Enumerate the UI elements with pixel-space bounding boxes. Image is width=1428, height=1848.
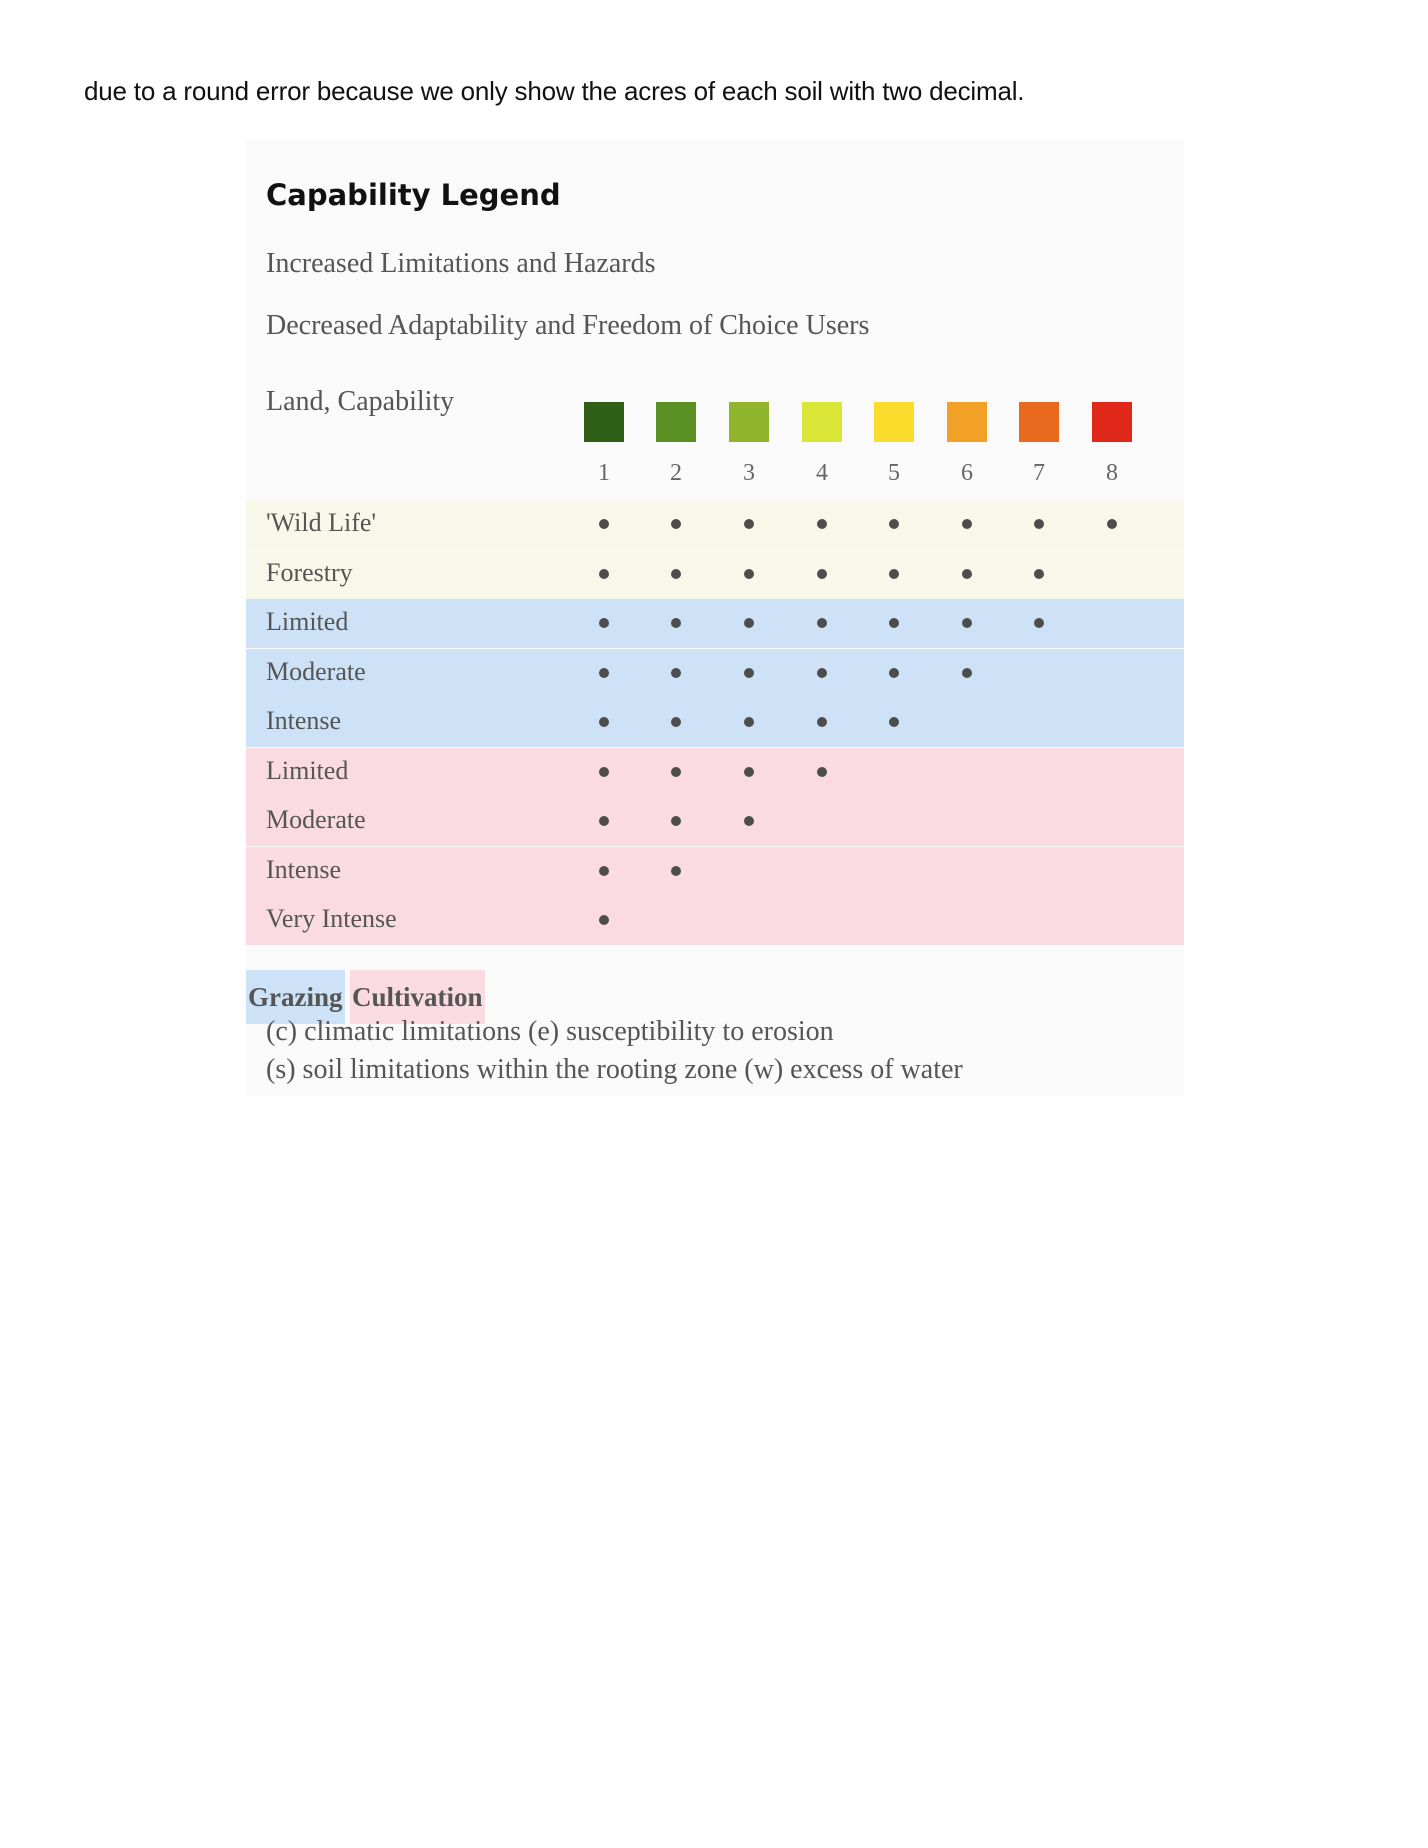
capability-dot — [817, 668, 827, 678]
capability-dot — [671, 519, 681, 529]
class-number-7: 7 — [1033, 460, 1045, 486]
capability-dot — [671, 668, 681, 678]
capability-dot — [671, 618, 681, 628]
capability-dot — [599, 816, 609, 826]
capability-dot — [744, 717, 754, 727]
capability-dot — [671, 569, 681, 579]
note-soil-water: (s) soil limitations within the rooting zone (w) excess of water — [266, 1054, 963, 1085]
capability-dot — [889, 717, 899, 727]
capability-dot — [1034, 569, 1044, 579]
capability-dot — [744, 767, 754, 777]
capability-dot — [744, 569, 754, 579]
capability-dot — [817, 618, 827, 628]
class-number-4: 4 — [816, 460, 828, 486]
capability-dot — [671, 816, 681, 826]
capability-dot — [671, 717, 681, 727]
row-label: Limited — [266, 755, 349, 785]
legend-row-cultivation — [246, 797, 1184, 846]
class-number-6: 6 — [961, 460, 973, 486]
capability-dot — [671, 767, 681, 777]
legend-row-grazing — [246, 599, 1184, 648]
capability-dot — [744, 618, 754, 628]
key-cultivation: Cultivation — [350, 970, 485, 1024]
capability-label: Land, Capability — [266, 386, 455, 417]
row-label: Intense — [266, 854, 342, 884]
capability-dot — [671, 866, 681, 876]
capability-dot — [817, 569, 827, 579]
capability-dot — [599, 618, 609, 628]
class-number-1: 1 — [598, 460, 610, 486]
capability-dot — [1034, 519, 1044, 529]
class-swatch-2 — [656, 402, 696, 442]
legend-row-cultivation — [246, 847, 1184, 896]
capability-dot — [962, 668, 972, 678]
row-label: Moderate — [266, 656, 366, 686]
class-swatch-3 — [729, 402, 769, 442]
row-label: 'Wild Life' — [266, 508, 377, 537]
capability-dot — [599, 866, 609, 876]
capability-dot — [744, 668, 754, 678]
capability-dot — [599, 519, 609, 529]
note-climatic-erosion: (c) climatic limitations (e) susceptibility to erosion — [266, 1016, 834, 1047]
capability-dot — [744, 816, 754, 826]
legend-subtitle-adaptability: Decreased Adaptability and Freedom of Choice Users — [266, 310, 870, 341]
legend-row-wildlife — [246, 550, 1184, 599]
class-swatch-1 — [584, 402, 624, 442]
capability-dot — [1107, 519, 1117, 529]
capability-dot — [889, 668, 899, 678]
class-swatch-8 — [1092, 402, 1132, 442]
key-grazing: Grazing — [246, 970, 345, 1024]
row-label: Intense — [266, 706, 342, 735]
capability-legend — [246, 140, 1184, 1096]
legend-subtitle-limitations: Increased Limitations and Hazards — [266, 248, 656, 279]
row-label: Very Intense — [266, 904, 397, 933]
capability-dot — [889, 569, 899, 579]
class-number-3: 3 — [743, 460, 755, 486]
class-number-2: 2 — [670, 460, 682, 486]
row-label: Limited — [266, 607, 349, 636]
class-number-5: 5 — [888, 460, 900, 486]
capability-dot — [744, 519, 754, 529]
capability-dot — [599, 767, 609, 777]
capability-dot — [599, 569, 609, 579]
legend-row-cultivation — [246, 748, 1184, 797]
capability-dot — [962, 618, 972, 628]
legend-row-grazing — [246, 698, 1184, 747]
capability-dot — [599, 717, 609, 727]
intro-text: due to a round error because we only show the acres of each soil with two decimal. — [84, 76, 1025, 106]
legend-title: Capability Legend — [266, 178, 561, 212]
class-swatch-4 — [802, 402, 842, 442]
class-number-8: 8 — [1106, 460, 1118, 486]
legend-row-cultivation — [246, 896, 1184, 945]
capability-dot — [889, 618, 899, 628]
class-swatch-7 — [1019, 402, 1059, 442]
capability-dot — [889, 519, 899, 529]
capability-dot — [599, 668, 609, 678]
capability-dot — [599, 915, 609, 925]
capability-dot — [817, 767, 827, 777]
capability-dot — [817, 717, 827, 727]
legend-row-wildlife — [246, 500, 1184, 549]
capability-dot — [817, 519, 827, 529]
row-label: Moderate — [266, 805, 366, 834]
legend-row-grazing — [246, 649, 1184, 698]
capability-dot — [962, 519, 972, 529]
capability-dot — [1034, 618, 1044, 628]
class-swatch-5 — [874, 402, 914, 442]
row-label: Forestry — [266, 557, 353, 587]
class-swatch-6 — [947, 402, 987, 442]
capability-dot — [962, 569, 972, 579]
